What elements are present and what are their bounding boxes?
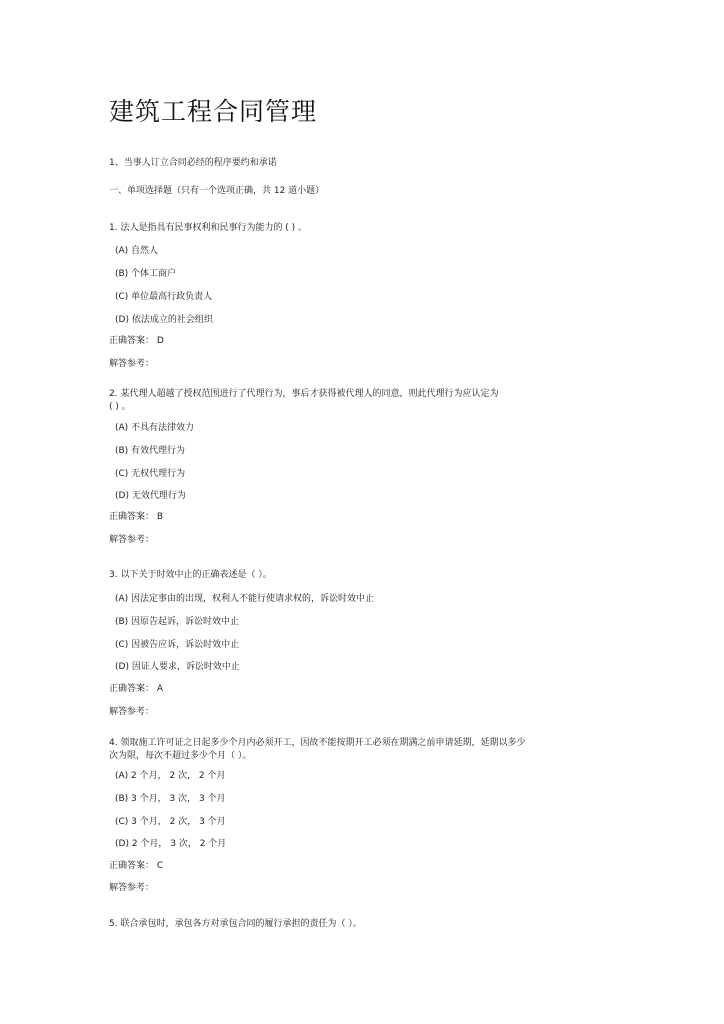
answer-label: 正确答案：	[109, 684, 155, 694]
question-2-option-a: (A) 不具有法律效力	[115, 423, 195, 433]
part-heading: 一、单项选择题（只有一个选项正确，共 12 道小题）	[109, 186, 325, 196]
answer-label: 正确答案：	[109, 512, 155, 522]
question-2-option-b: (B) 有效代理行为	[115, 446, 186, 456]
question-3-option-c: (C) 因被告应诉，诉讼时效中止	[115, 640, 240, 650]
question-3-option-b: (B) 因原告起诉，诉讼时效中止	[115, 617, 240, 627]
question-2-text-cont: ( ) 。	[109, 402, 131, 412]
question-2-explain-label: 解答参考：	[109, 535, 155, 545]
question-4-option-c: (C) 3 个月， 2 次， 3 个月	[115, 817, 226, 827]
question-5-text: 5. 联合承包时，承包各方对承包合同的履行承担的责任为（ ）。	[109, 919, 362, 929]
question-2-option-c: (C) 无权代理行为	[115, 469, 186, 479]
question-3-answer	[109, 683, 163, 695]
question-4-option-a: (A) 2 个月， 2 次， 2 个月	[115, 771, 226, 781]
question-2-text: 2. 某代理人超越了授权范围进行了代理行为，事后才获得被代理人的同意，则此代理行为应认定为	[109, 389, 499, 399]
question-1-option-a: (A) 自然人	[115, 246, 159, 256]
question-3-option-a: (A) 因法定事由的出现，权利人不能行使请求权的，诉讼时效中止	[115, 594, 375, 604]
question-1-option-c: (C) 单位最高行政负责人	[115, 292, 213, 302]
answer-label: 正确答案：	[109, 861, 155, 871]
question-2-answer	[109, 511, 163, 523]
question-4-answer	[109, 860, 163, 872]
question-4-explain-label: 解答参考：	[109, 883, 155, 893]
question-4-text-cont: 次为限，每次不超过多少个月（ ）。	[109, 751, 252, 761]
question-3-text: 3. 以下关于时效中止的正确表述是（ ）。	[109, 570, 272, 580]
section-heading: 1、当事人订立合同必经的程序要约和承诺	[109, 158, 277, 168]
question-4-option-d: (D) 2 个月， 3 次， 2 个月	[115, 839, 227, 849]
answer-label: 正确答案：	[109, 336, 155, 346]
question-3-explain-label: 解答参考：	[109, 707, 155, 717]
question-3-option-d: (D) 因证人要求，诉讼时效中止	[115, 662, 240, 672]
question-4-option-b: (B) 3 个月， 3 次， 3 个月	[115, 794, 226, 804]
question-2-option-d: (D) 无效代理行为	[115, 491, 186, 501]
answer-value: C	[156, 861, 164, 871]
question-1-answer	[109, 335, 164, 347]
answer-value: A	[156, 684, 164, 694]
question-1-explain-label: 解答参考：	[109, 359, 155, 369]
answer-value: D	[156, 336, 164, 346]
question-1-text: 1. 法人是指具有民事权利和民事行为能力的 ( ) 。	[109, 223, 308, 233]
page-title: 建筑工程合同管理	[109, 97, 318, 126]
answer-value: B	[156, 512, 164, 522]
question-1-option-d: (D) 依法成立的社会组织	[115, 315, 213, 325]
question-1-option-b: (B) 个体工商户	[115, 269, 177, 279]
question-4-text: 4. 领取施工许可证之日起多少个月内必须开工，因故不能按期开工必须在期满之前申请延期，延期以多少	[109, 738, 526, 748]
